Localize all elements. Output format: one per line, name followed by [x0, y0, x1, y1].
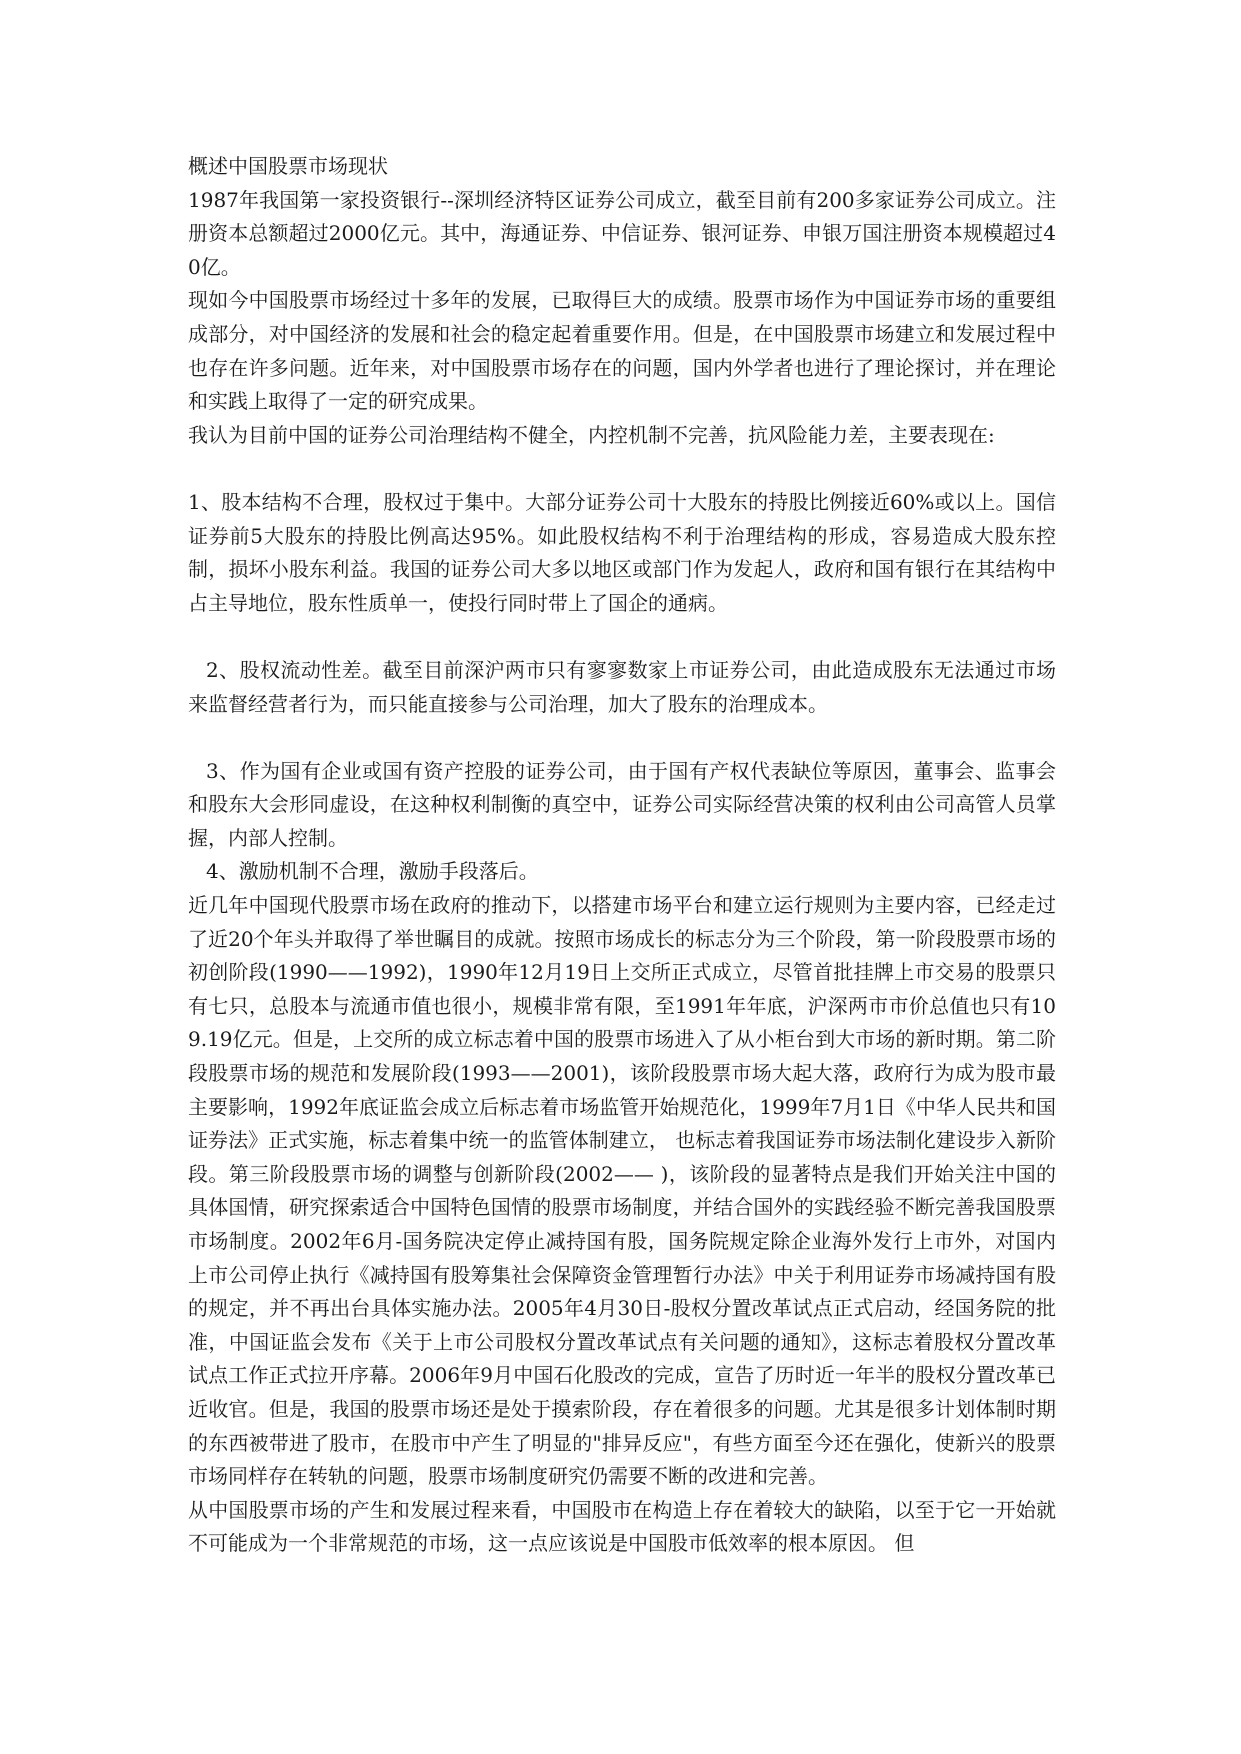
- paragraph-point-1: 1、股本结构不合理，股权过于集中。大部分证券公司十大股东的持股比例接近60%或以上。国信证券前5大股东的持股比例高达95%。如此股权结构不利于治理结构的形成，容易造成大股东控制，损坏小股东利益。我国的证券公司大多以地区或部门作为发起人，政府和国有银行在其结构中占主导地位，股东性质单一，使投行同时带上了国企的通病。: [188, 489, 1056, 615]
- spacer: [188, 721, 1056, 755]
- paragraph-market-overview: 现如今中国股票市场经过十多年的发展，已取得巨大的成绩。股票市场作为中国证券市场的重要组成部分，对中国经济的发展和社会的稳定起着重要作用。但是，在中国股票市场建立和发展过程中也存在许多问题。近年来，对中国股票市场存在的问题，国内外学者也进行了理论探讨，并在理论和实践上取得了一定的研究成果。: [188, 288, 1056, 414]
- paragraph-conclusion: 从中国股票市场的产生和发展过程来看，中国股市在构造上存在着较大的缺陷，以至于它一开始就不可能成为一个非常规范的市场，这一点应该说是中国股市低效率的根本原因。 但: [188, 1497, 1056, 1556]
- paragraph-securities-firms: 1987年我国第一家投资银行--深圳经济特区证券公司成立，截至目前有200多家证券公司成立。注册资本总额超过2000亿元。其中，海通证券、中信证券、银河证券、申银万国注册资本规模超过40亿。: [188, 187, 1056, 279]
- document-title: 概述中国股票市场现状: [188, 154, 388, 178]
- paragraph-governance-intro: 我认为目前中国的证券公司治理结构不健全，内控机制不完善，抗风险能力差，主要表现在:: [188, 422, 995, 447]
- paragraph-point-4: 4、激励机制不合理，激励手段落后。: [206, 859, 539, 884]
- paragraph-point-3: 3、作为国有企业或国有资产控股的证券公司，由于国有产权代表缺位等原因，董事会、监事会和股东大会形同虚设，在这种权利制衡的真空中，证券公司实际经营决策的权利由公司高管人员掌握，内部人控制。: [188, 758, 1056, 850]
- spacer: [188, 620, 1056, 654]
- spacer: [188, 452, 1056, 486]
- document-page: [188, 150, 1056, 1561]
- paragraph-market-history: 近几年中国现代股票市场在政府的推动下，以搭建市场平台和建立运行规则为主要内容，已经走过了近20个年头并取得了举世瞩目的成就。按照市场成长的标志分为三个阶段，第一阶段股票市场的初创阶段(1990——1992)，1990年12月19日上交所正式成立，尽管首批挂牌上市交易的股票只有七只，总股本与流通市值也很小，规模非常有限，至1991年年底，沪深两市市价总值也只有109.19亿元。但是，上交所的成立标志着中国的股票市场进入了从小柜台到大市场的新时期。第二阶段股票市场的规范和发展阶段(1993——2001)，该阶段股票市场大起大落，政府行为成为股市最主要影响，1992年底证监会成立后标志着市场监管开始规范化，1999年7月1日《中华人民共和国证券法》正式实施，标志着集中统一的监管体制建立， 也标志着我国证券市场法制化建设步入新阶段。第三阶段股票市场的调整与创新阶段(2002—— )，该阶段的显著特点是我们开始关注中国的具体国情，研究探索适合中国特色国情的股票市场制度，并结合国外的实践经验不断完善我国股票市场制度。2002年6月-国务院决定停止减持国有股，国务院规定除企业海外发行上市外，对国内上市公司停止执行《减持国有股筹集社会保障资金管理暂行办法》中关于利用证券市场减持国有股的规定，并不再出台具体实施办法。2005年4月30日-股权分置改革试点正式启动，经国务院的批准，中国证监会发布《关于上市公司股权分置改革试点有关问题的通知》，这标志着股权分置改革试点工作正式拉开序幕。2006年9月中国石化股改的完成，宣告了历时近一年半的股权分置改革已近收官。但是，我国的股票市场还是处于摸索阶段，存在着很多的问题。尤其是很多计划体制时期的东西被带进了股市，在股市中产生了明显的"排异反应"，有些方面至今还在强化，使新兴的股票市场同样存在转轨的问题，股票市场制度研究仍需要不断的改进和完善。: [188, 893, 1056, 1489]
- paragraph-point-2: 2、股权流动性差。截至目前深沪两市只有寥寥数家上市证券公司，由此造成股东无法通过市场来监督经营者行为，而只能直接参与公司治理，加大了股东的治理成本。: [188, 657, 1056, 716]
